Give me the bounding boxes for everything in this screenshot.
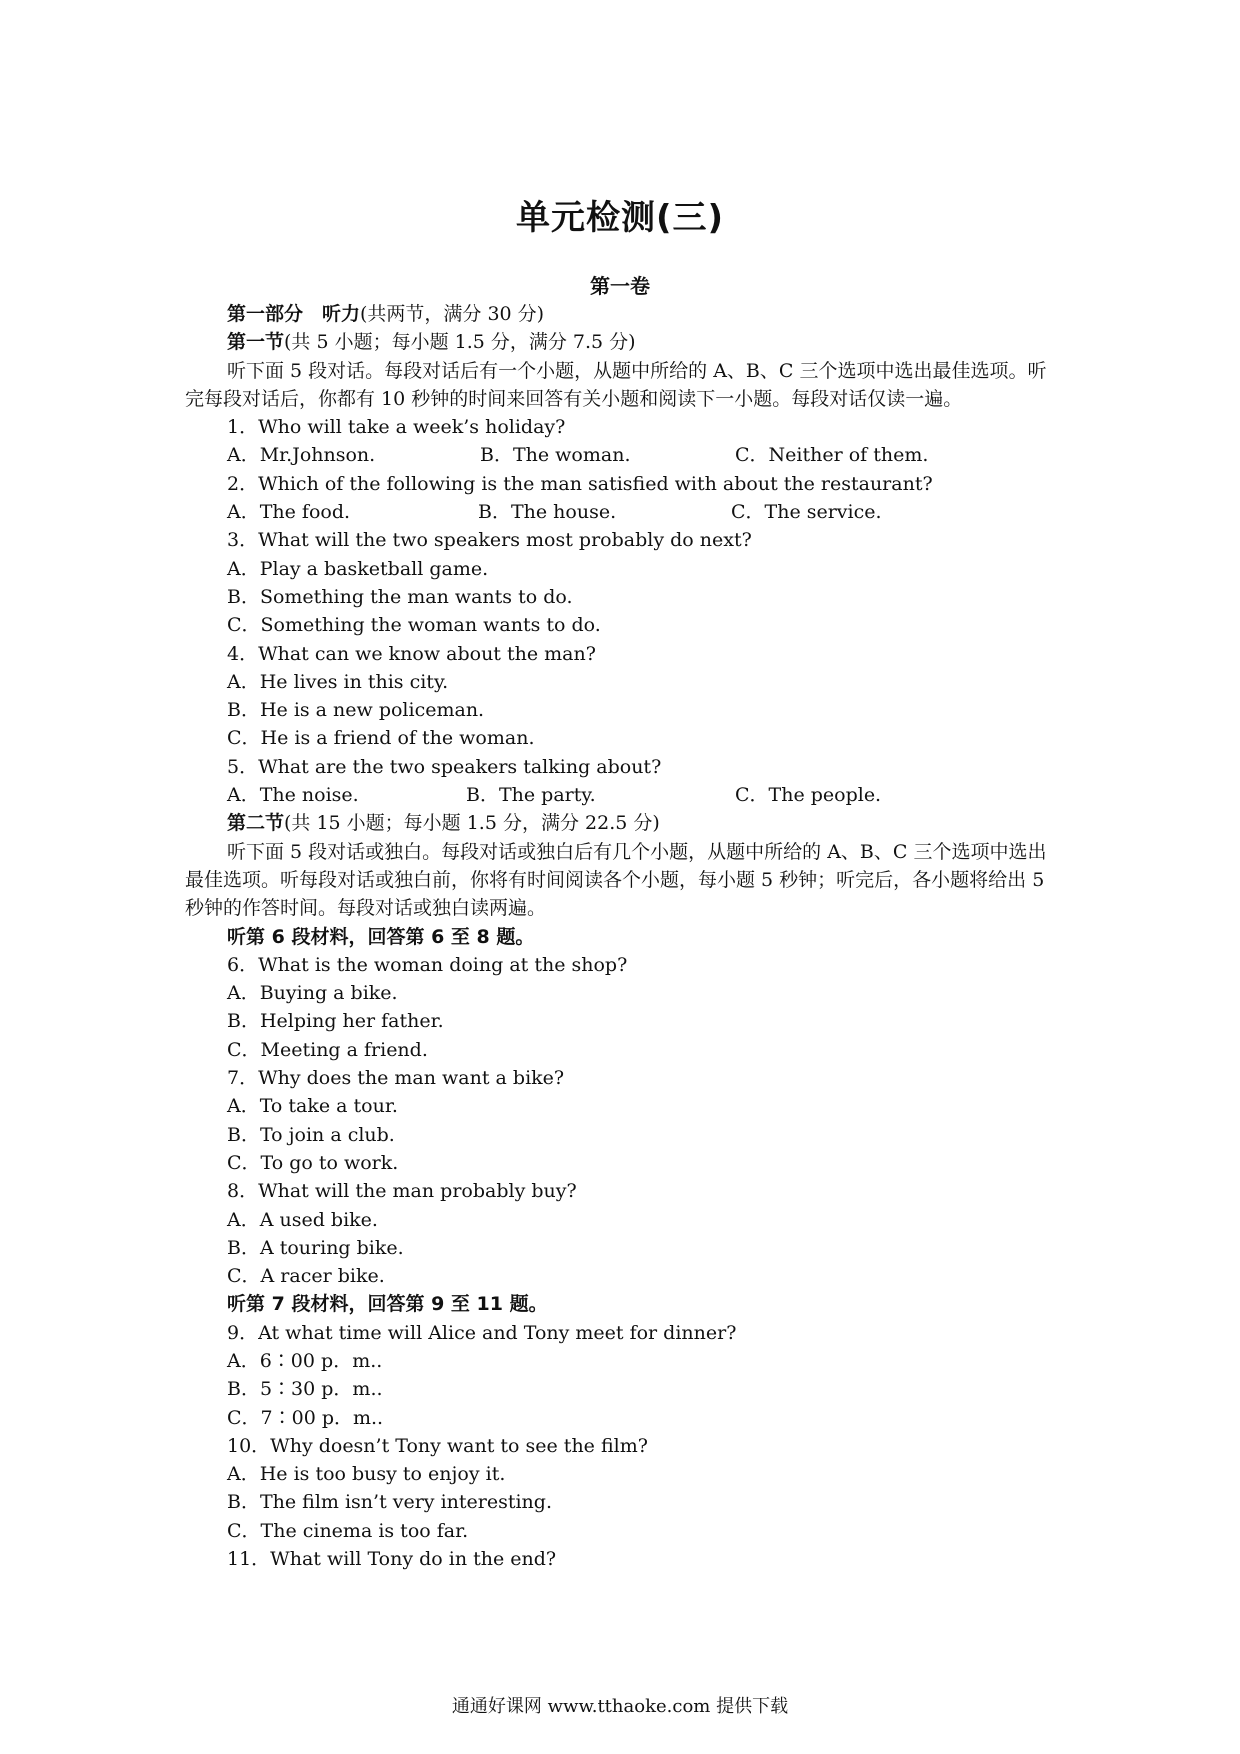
option-a: A．The noise.: [227, 784, 359, 807]
option-c: C．The service.: [731, 501, 882, 524]
question-2-options: [185, 498, 1065, 526]
option-a: A．The food.: [227, 501, 351, 524]
option-b: B．He is a new policeman.: [227, 699, 485, 722]
material-6-heading: 听第 6 段材料，回答第 6 至 8 题。: [227, 925, 535, 948]
section2-heading-bold: 第二节: [227, 812, 285, 835]
option-a: A．Mr.Johnson.: [227, 444, 376, 467]
section1-heading-rest: (共 5 小题；每小题 1.5 分，满分 7.5 分): [284, 331, 636, 354]
question-5-options: [185, 781, 1065, 809]
question-5: 5．What are the two speakers talking about?: [227, 755, 662, 778]
section2-heading: [185, 809, 1065, 837]
question-6: 6．What is the woman doing at the shop?: [227, 953, 628, 976]
option-a: A．He lives in this city.: [227, 670, 449, 693]
section1-heading-bold: 第一节: [227, 331, 285, 354]
question-8: 8．What will the man probably buy?: [227, 1180, 577, 1203]
option-c: C．Something the woman wants to do.: [227, 614, 601, 637]
question-1: 1．Who will take a week’s holiday?: [227, 416, 566, 439]
option-b: B．To join a club.: [227, 1123, 395, 1146]
option-a: A．Buying a bike.: [227, 982, 398, 1005]
question-10: 10．Why doesn’t Tony want to see the film?: [227, 1434, 648, 1457]
section2-heading-rest: (共 15 小题；每小题 1.5 分，满分 22.5 分): [284, 812, 660, 835]
option-a: A．A used bike.: [227, 1208, 378, 1231]
option-b: B．A touring bike.: [227, 1236, 404, 1259]
material-7-heading: 听第 7 段材料，回答第 9 至 11 题。: [227, 1293, 548, 1316]
option-b: B．The woman.: [480, 444, 631, 467]
question-9: 9．At what time will Alice and Tony meet for dinner?: [227, 1321, 737, 1344]
option-c: C．He is a friend of the woman.: [227, 727, 535, 750]
option-b: B．Something the man wants to do.: [227, 585, 573, 608]
option-a: A．He is too busy to enjoy it.: [227, 1463, 506, 1486]
option-a: A．Play a basketball game.: [227, 557, 489, 580]
option-c: C．Meeting a friend.: [227, 1038, 428, 1061]
option-b: B．The house.: [478, 501, 617, 524]
option-c: C．The cinema is too far.: [227, 1519, 469, 1542]
option-c: C．A racer bike.: [227, 1265, 385, 1288]
question-4: 4．What can we know about the man?: [227, 642, 596, 665]
option-a: A．To take a tour.: [227, 1095, 398, 1118]
option-c: C．Neither of them.: [735, 444, 929, 467]
page-title: 单元检测(三): [515, 198, 725, 238]
option-b: B．Helping her father.: [227, 1010, 444, 1033]
section2-instructions: 听下面 5 段对话或独白。每段对话或独白后有几个小题，从题中所给的 A、B、C 三个选项中选出最佳选项。听每段对话或独白前，你将有时间阅读各个小题，每小题 5 秒钟；听完后，各小题将给出 5 秒钟的作答时间。每段对话或独白读两遍。: [185, 840, 1047, 920]
question-7: 7．Why does the man want a bike?: [227, 1067, 565, 1090]
question-1-options: [185, 441, 1065, 469]
option-a: A．6∶00 p．m..: [227, 1349, 383, 1372]
part1-heading-rest: (共两节，满分 30 分): [360, 303, 545, 325]
option-c: C．The people.: [735, 784, 882, 807]
question-2: 2．Which of the following is the man satisfied with about the restaurant?: [227, 472, 933, 495]
volume-heading: 第一卷: [590, 274, 650, 298]
option-b: B．5∶30 p．m..: [227, 1378, 383, 1401]
option-c: C．To go to work.: [227, 1151, 399, 1174]
page-footer: 通通好课网 www.tthaoke.com 提供下载: [451, 1696, 789, 1717]
part1-heading-bold: 第一部分 听力: [227, 303, 361, 325]
option-c: C．7∶00 p．m..: [227, 1406, 384, 1429]
section1-instructions: 听下面 5 段对话。每段对话后有一个小题，从题中所给的 A、B、C 三个选项中选出最佳选项。听完每段对话后，你都有 10 秒钟的时间来回答有关小题和阅读下一小题。每段对话仅读一遍。: [185, 359, 1047, 410]
option-b: B．The party.: [466, 784, 596, 807]
question-3: 3．What will the two speakers most probably do next?: [227, 529, 752, 552]
section1-heading: [185, 328, 1065, 356]
exam-content: [185, 300, 1065, 1573]
question-11: 11．What will Tony do in the end?: [227, 1548, 557, 1571]
part1-heading: [185, 300, 1065, 328]
option-b: B．The film isn’t very interesting.: [227, 1491, 552, 1514]
